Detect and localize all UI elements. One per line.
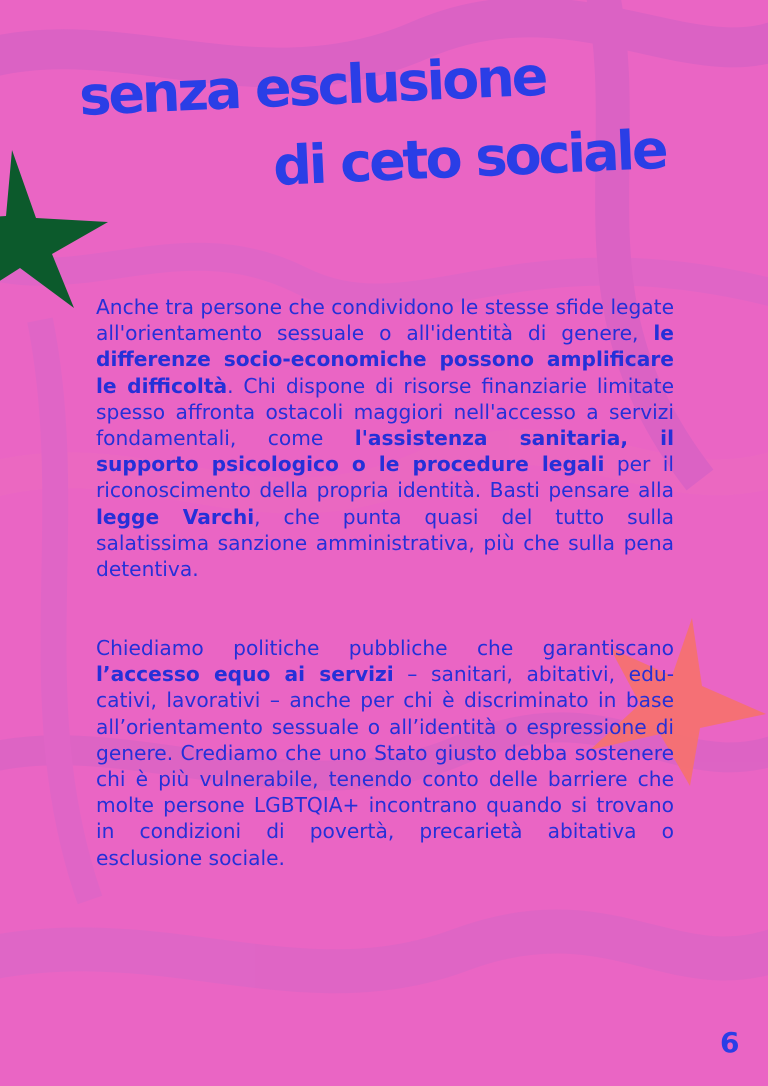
green-star-icon xyxy=(0,150,125,310)
p1-seg-1-bold: le differenze socio-economiche possono amplificare le difficoltà xyxy=(96,321,674,398)
paragraph-2 xyxy=(96,635,674,871)
p1-seg-6: , che punta quasi del tutto sulla salatissima sanzione amministrativa, più che sulla pena detentiva. xyxy=(96,504,674,582)
p2-seg-0: Chiediamo politiche pubbliche che garantiscano xyxy=(96,636,674,660)
page-number: 6 xyxy=(720,1026,740,1059)
p1-seg-3-bold: l'assistenza sanitaria, il supporto psicologico o le procedure legali xyxy=(96,426,674,477)
p1-seg-4: per il riconoscimento della propria identità. Basti pensare alla xyxy=(96,452,674,503)
p2-seg-1-bold: l’accesso equo ai servizi xyxy=(96,662,394,687)
title-line-1: senza esclusione xyxy=(77,44,547,128)
title-line-2: di ceto sociale xyxy=(271,117,667,198)
p1-seg-0: Anche tra persone che condividono le stesse sfide legate all'orientamento sessuale o all'identità di genere, xyxy=(96,295,674,346)
p1-seg-2: . Chi dispone di risorse finanziarie limitate spesso affronta ostacoli maggiori nell'accesso a servizi fondamentali, come xyxy=(96,373,674,451)
p1-seg-5-bold: legge Varchi xyxy=(96,504,255,529)
paragraph-1 xyxy=(96,294,674,582)
p2-seg-2: – sanitari, abitativi, educativi, lavorativi – anche per chi è discriminato in base all’orientamento sessuale o all’identità o espressione di genere. Crediamo che uno Stato giusto debba sostenere chi è più vulnerabile, tenendo conto delle barriere che molte persone LGBTQIA+ incontrano quando si trovano in condizioni di povertà, precarietà abitativa o esclusione sociale. xyxy=(96,662,674,870)
